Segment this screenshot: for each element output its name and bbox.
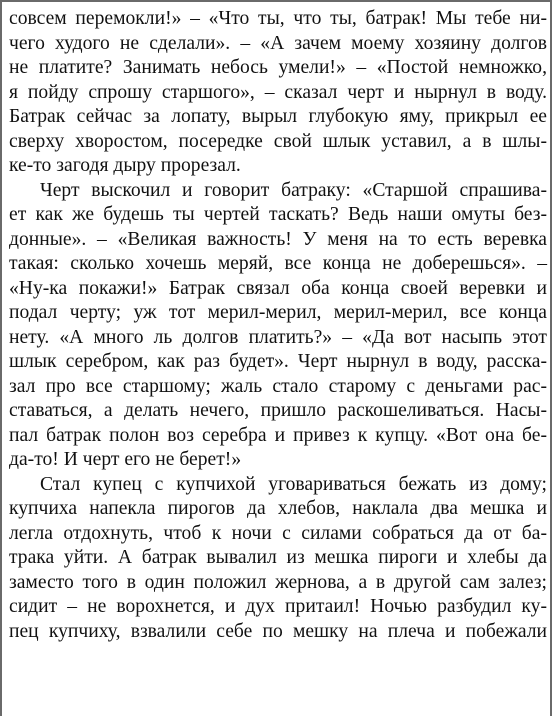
text-line: подал черту; уж тот мерил-мерил, мерил-мерил, все конца <box>9 302 547 323</box>
text-line: заместо того в один положил жернова, а в другой сам залез; <box>9 571 547 593</box>
page-text <box>9 7 547 644</box>
text-line: донные». – «Великая важность! У меня на то есть веревка <box>9 228 547 250</box>
text-line: не платите? Занимать небось умели!» – «Постой немножко, <box>9 57 547 78</box>
text-line: я пойду спрошу старшого», – сказал черт и нырнул в воду. <box>9 81 547 103</box>
text-line: трака уйти. А батрак вывалил из мешка пироги и хлебы да <box>9 547 547 568</box>
paragraph <box>9 7 547 179</box>
text-line: купчиха напекла пирогов да хлебов, наклала два мешка и <box>9 498 547 519</box>
text-line: такая: сколько хочешь меряй, все конца не доберешься». – <box>9 253 547 274</box>
text-line: чего худого не сделали». – «А зачем моему хозяину долгов <box>9 32 547 54</box>
text-line: Стал купец с купчихой уговариваться бежать из дому; <box>40 473 547 495</box>
text-line: ет как же будешь ты чертей таскать? Ведь наши омуты без- <box>9 204 547 225</box>
paragraph <box>9 179 547 473</box>
text-line: пец купчиху, взвалили себе по мешку на плеча и побежали <box>9 620 547 642</box>
text-line: зал про все старшому; жаль стало старому с деньгами рас- <box>9 375 547 397</box>
text-line: пал батрак полон воз серебра и привез к купцу. «Вот она бе- <box>9 424 547 446</box>
text-line: сидит – не ворохнется, и дух притаил! Ночью разбудил ку- <box>9 596 547 617</box>
text-line: ставаться, а делать нечего, пришло раскошеливаться. Насы- <box>9 400 547 421</box>
text-line: ке-то загодя дыру прорезал. <box>9 155 241 176</box>
text-line: Батрак сейчас за лопату, вырыл глубокую яму, прикрыл ее <box>9 106 547 127</box>
text-line: сверху хворостом, посередке свой шлык уставил, а в шлы- <box>9 130 547 152</box>
text-line: шлык серебром, как раз будет». Черт нырнул в воду, расска- <box>9 351 547 372</box>
text-line: совсем перемокли!» – «Что ты, что ты, батрак! Мы тебе ни- <box>9 8 547 29</box>
text-line: легла отдохнуть, чтоб к ночи с силами собраться да от ба- <box>9 522 547 544</box>
text-line: да-то! И черт его не берет!» <box>9 449 242 470</box>
text-line: «Ну-ка покажи!» Батрак связал оба конца своей веревки и <box>9 277 547 299</box>
text-line: Черт выскочил и говорит батраку: «Старшой спрашива- <box>40 179 547 201</box>
text-line: нету. «А много ль долгов платить?» – «Да вот насыпь этот <box>9 326 547 348</box>
paragraph <box>9 473 547 645</box>
